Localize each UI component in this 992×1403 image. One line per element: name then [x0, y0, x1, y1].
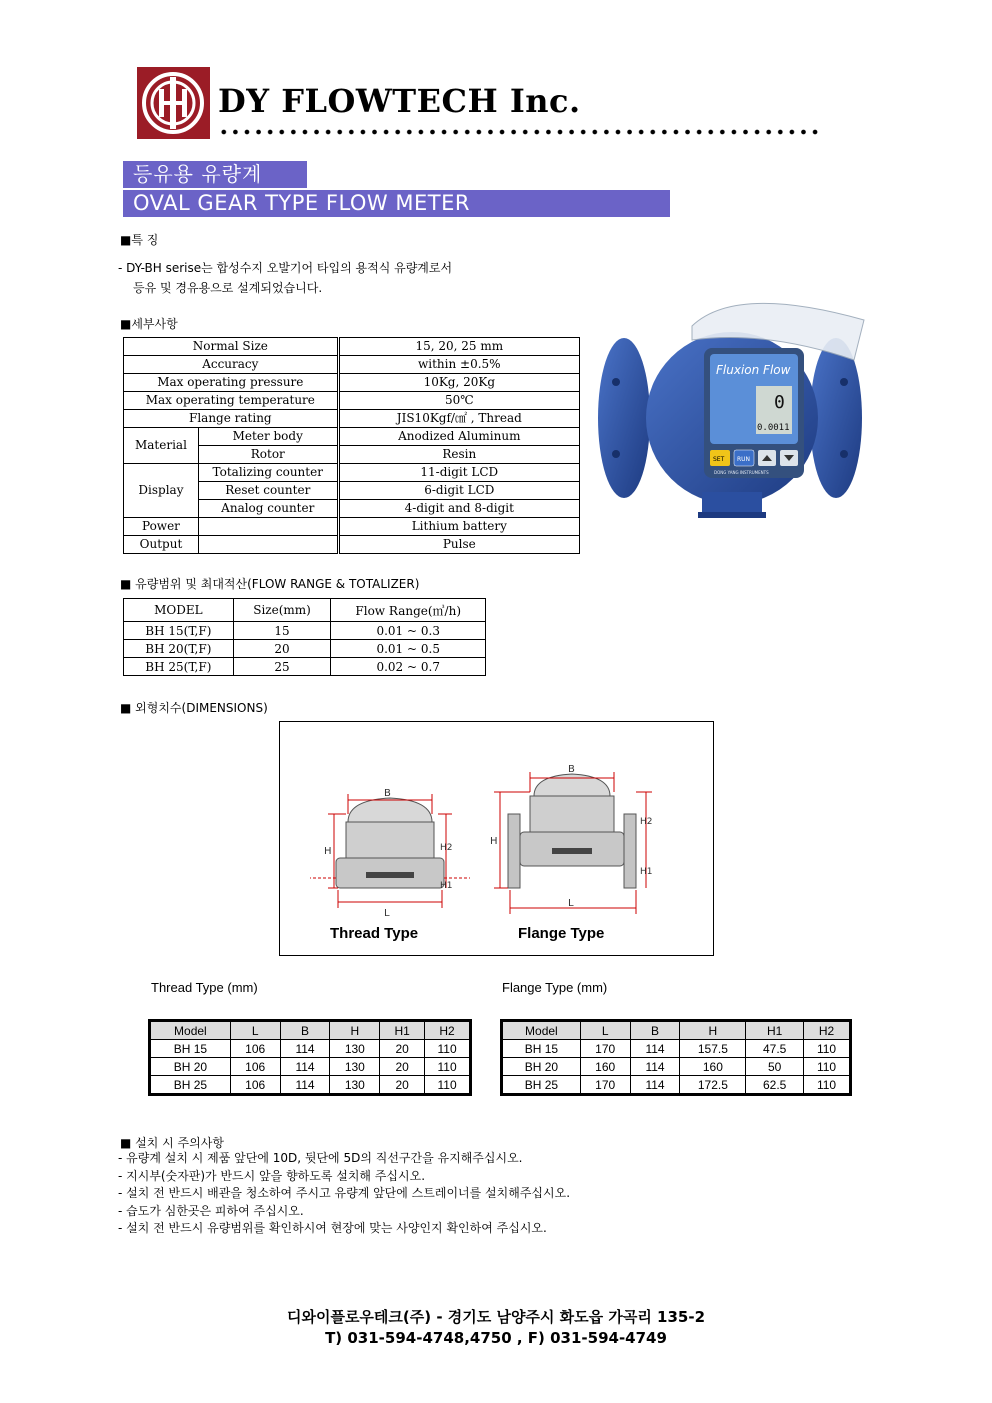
table-cell: 20 [233, 640, 331, 658]
col-header: H [330, 1022, 380, 1040]
table-cell: BH 25 [503, 1076, 581, 1094]
col-header: Flow Range(㎥/h) [331, 599, 486, 622]
table-cell: 110 [425, 1076, 470, 1094]
table-cell: 110 [425, 1040, 470, 1058]
table-cell: BH 20 [503, 1058, 581, 1076]
col-header: H2 [804, 1022, 850, 1040]
table-cell: 20 [380, 1058, 425, 1076]
table-cell: 110 [804, 1076, 850, 1094]
table-cell: 110 [804, 1040, 850, 1058]
list-item: - 설치 전 반드시 배관을 청소하여 주시고 유량계 앞단에 스트레이너를 설치해주십시오. [118, 1186, 571, 1200]
features-line-1: - DY-BH serise는 합성수지 오발기어 타입의 용적식 유량계로서 [118, 261, 453, 275]
col-header: Model [503, 1022, 581, 1040]
table-cell: 114 [280, 1040, 330, 1058]
table-cell: 172.5 [680, 1076, 746, 1094]
dimensions-heading: ■ 외형치수(DIMENSIONS) [120, 701, 268, 715]
lcd-top: 0 [774, 392, 785, 413]
footer-phone: T) 031-594-4748,4750 , F) 031-594-4749 [325, 1329, 667, 1347]
table-cell: 114 [630, 1076, 680, 1094]
col-header: H [680, 1022, 746, 1040]
col-header: H1 [746, 1022, 804, 1040]
col-header: B [630, 1022, 680, 1040]
thread-dimension-table [150, 1021, 470, 1094]
table-cell: BH 20(T,F) [124, 640, 234, 658]
flow-range-heading: ■ 유량범위 및 최대적산(FLOW RANGE & TOTALIZER) [120, 577, 420, 591]
flange-type-drawing [508, 774, 636, 888]
table-cell: 114 [280, 1058, 330, 1076]
dimension-diagram [279, 721, 714, 956]
table-header-row [124, 599, 486, 622]
list-item: - 지시부(숫자판)가 반드시 앞을 향하도록 설치해 주십시오. [118, 1168, 426, 1183]
col-header: H1 [380, 1022, 425, 1040]
spec-group-label: Display [124, 464, 199, 518]
table-cell: 0.01 ~ 0.5 [331, 640, 486, 658]
list-item: - 유량계 설치 시 제품 앞단에 10D, 뒷단에 5D의 직선구간을 유지해주십시오. [118, 1151, 523, 1165]
table-cell: 0.02 ~ 0.7 [331, 658, 486, 676]
list-item: - 습도가 심한곳은 피하여 주십시오. [118, 1203, 304, 1218]
table-cell: BH 15(T,F) [124, 622, 234, 640]
col-header: L [230, 1022, 280, 1040]
flange-table-title: Flange Type (mm) [502, 980, 608, 995]
table-row [503, 1076, 850, 1094]
thread-dimension-table-frame [148, 1019, 472, 1096]
footer-address: 디와이플로우테크(주) - 경기도 남양주시 화도읍 가곡리 135-2 [286, 1308, 706, 1326]
col-header: B [280, 1022, 330, 1040]
table-cell: 110 [804, 1058, 850, 1076]
dim-label-h2: H2 [440, 843, 453, 853]
table-cell: 157.5 [680, 1040, 746, 1058]
table-cell: 170 [580, 1076, 630, 1094]
product-photo [596, 290, 868, 522]
table-row [124, 658, 486, 676]
spec-sublabel: Analog counter [198, 500, 338, 518]
table-row [151, 1076, 470, 1094]
table-cell: 47.5 [746, 1040, 804, 1058]
spec-value: JIS10Kgf/㎠ , Thread [338, 410, 579, 428]
dim-label-l: L [384, 908, 390, 919]
features-heading: ■특 징 [120, 233, 159, 247]
flow-range-table [123, 598, 486, 676]
spec-sublabel-empty [198, 518, 338, 536]
table-cell: 106 [230, 1040, 280, 1058]
run-button-label: RUN [737, 456, 751, 463]
table-cell: 114 [630, 1040, 680, 1058]
dim-label-h: H [324, 846, 332, 857]
dim-label-b: B [384, 788, 391, 799]
spec-group-label: Material [124, 428, 199, 464]
table-row [503, 1040, 850, 1058]
thread-table-title: Thread Type (mm) [151, 980, 258, 995]
table-cell: 106 [230, 1058, 280, 1076]
table-cell: 110 [425, 1058, 470, 1076]
spec-label: Max operating temperature [124, 392, 339, 410]
table-row [151, 1058, 470, 1076]
title-korean: 등유용 유량계 [123, 161, 307, 188]
spec-value: Lithium battery [338, 518, 579, 536]
specs-heading: ■세부사항 [120, 317, 178, 331]
company-logo [137, 67, 210, 139]
table-cell: 160 [580, 1058, 630, 1076]
table-cell: BH 25 [151, 1076, 231, 1094]
col-header: H2 [425, 1022, 470, 1040]
flange-dimension-table [502, 1021, 850, 1094]
spec-sublabel: Totalizing counter [198, 464, 338, 482]
title-english: OVAL GEAR TYPE FLOW METER [123, 190, 670, 217]
specs-table [123, 337, 580, 554]
table-row [503, 1058, 850, 1076]
spec-label: Max operating pressure [124, 374, 339, 392]
spec-label: Power [124, 518, 199, 536]
spec-sublabel: Reset counter [198, 482, 338, 500]
table-cell: 130 [330, 1040, 380, 1058]
dotted-divider [218, 126, 822, 138]
dim-label-l: L [568, 898, 574, 909]
spec-label: Flange rating [124, 410, 339, 428]
spec-sublabel-empty [198, 536, 338, 554]
cautions-list [118, 1150, 570, 1238]
dim-label-h2: H2 [640, 817, 653, 827]
spec-sublabel: Rotor [198, 446, 338, 464]
spec-value: 4-digit and 8-digit [338, 500, 579, 518]
table-row [124, 622, 486, 640]
table-cell: 114 [280, 1076, 330, 1094]
brand-label: Fluxion Flow [716, 363, 791, 377]
spec-value: 11-digit LCD [338, 464, 579, 482]
table-cell: 20 [380, 1076, 425, 1094]
col-header: Size(mm) [233, 599, 331, 622]
table-cell: 106 [230, 1076, 280, 1094]
table-cell: 130 [330, 1058, 380, 1076]
table-cell: BH 15 [503, 1040, 581, 1058]
flange-type-caption: Flange Type [518, 925, 605, 942]
thread-type-caption: Thread Type [330, 925, 419, 942]
table-cell: 15 [233, 622, 331, 640]
table-header-row [503, 1022, 850, 1040]
spec-value: Anodized Aluminum [338, 428, 579, 446]
table-cell: 130 [330, 1076, 380, 1094]
col-header: MODEL [124, 599, 234, 622]
features-line-2: 등유 및 경유용으로 설계되었습니다. [133, 281, 323, 295]
col-header: L [580, 1022, 630, 1040]
table-row [151, 1040, 470, 1058]
spec-value: 50℃ [338, 392, 579, 410]
spec-label: Output [124, 536, 199, 554]
lcd-bottom: 0.0011 [757, 423, 790, 433]
table-cell: 170 [580, 1040, 630, 1058]
spec-value: within ±0.5% [338, 356, 579, 374]
set-button-label: SET [713, 456, 725, 463]
dim-label-b: B [568, 764, 575, 775]
dim-label-h1: H1 [440, 881, 453, 891]
spec-sublabel: Meter body [198, 428, 338, 446]
list-item: - 설치 전 반드시 유량범위를 확인하시여 현장에 맞는 사양인지 확인하여 주십시오. [118, 1221, 547, 1235]
table-cell: BH 15 [151, 1040, 231, 1058]
table-header-row [151, 1022, 470, 1040]
spec-label: Accuracy [124, 356, 339, 374]
table-cell: 25 [233, 658, 331, 676]
spec-value: 6-digit LCD [338, 482, 579, 500]
col-header: Model [151, 1022, 231, 1040]
dim-label-h: H [490, 836, 498, 847]
cautions-heading: ■ 설치 시 주의사항 [120, 1136, 224, 1150]
table-cell: 50 [746, 1058, 804, 1076]
flange-dimension-table-frame [500, 1019, 852, 1096]
company-name: DY FLOWTECH Inc. [218, 82, 581, 120]
spec-value: 10Kg, 20Kg [338, 374, 579, 392]
table-cell: 62.5 [746, 1076, 804, 1094]
spec-label: Normal Size [124, 338, 339, 356]
dim-label-h1: H1 [640, 867, 653, 877]
table-cell: 160 [680, 1058, 746, 1076]
table-cell: BH 20 [151, 1058, 231, 1076]
spec-value: Pulse [338, 536, 579, 554]
table-cell: 20 [380, 1040, 425, 1058]
table-cell: BH 25(T,F) [124, 658, 234, 676]
spec-value: Resin [338, 446, 579, 464]
spec-value: 15, 20, 25 mm [338, 338, 579, 356]
table-cell: 0.01 ~ 0.3 [331, 622, 486, 640]
table-row [124, 640, 486, 658]
table-cell: 114 [630, 1058, 680, 1076]
maker-label: DONG YANG INSTRUMENTS [714, 470, 769, 475]
